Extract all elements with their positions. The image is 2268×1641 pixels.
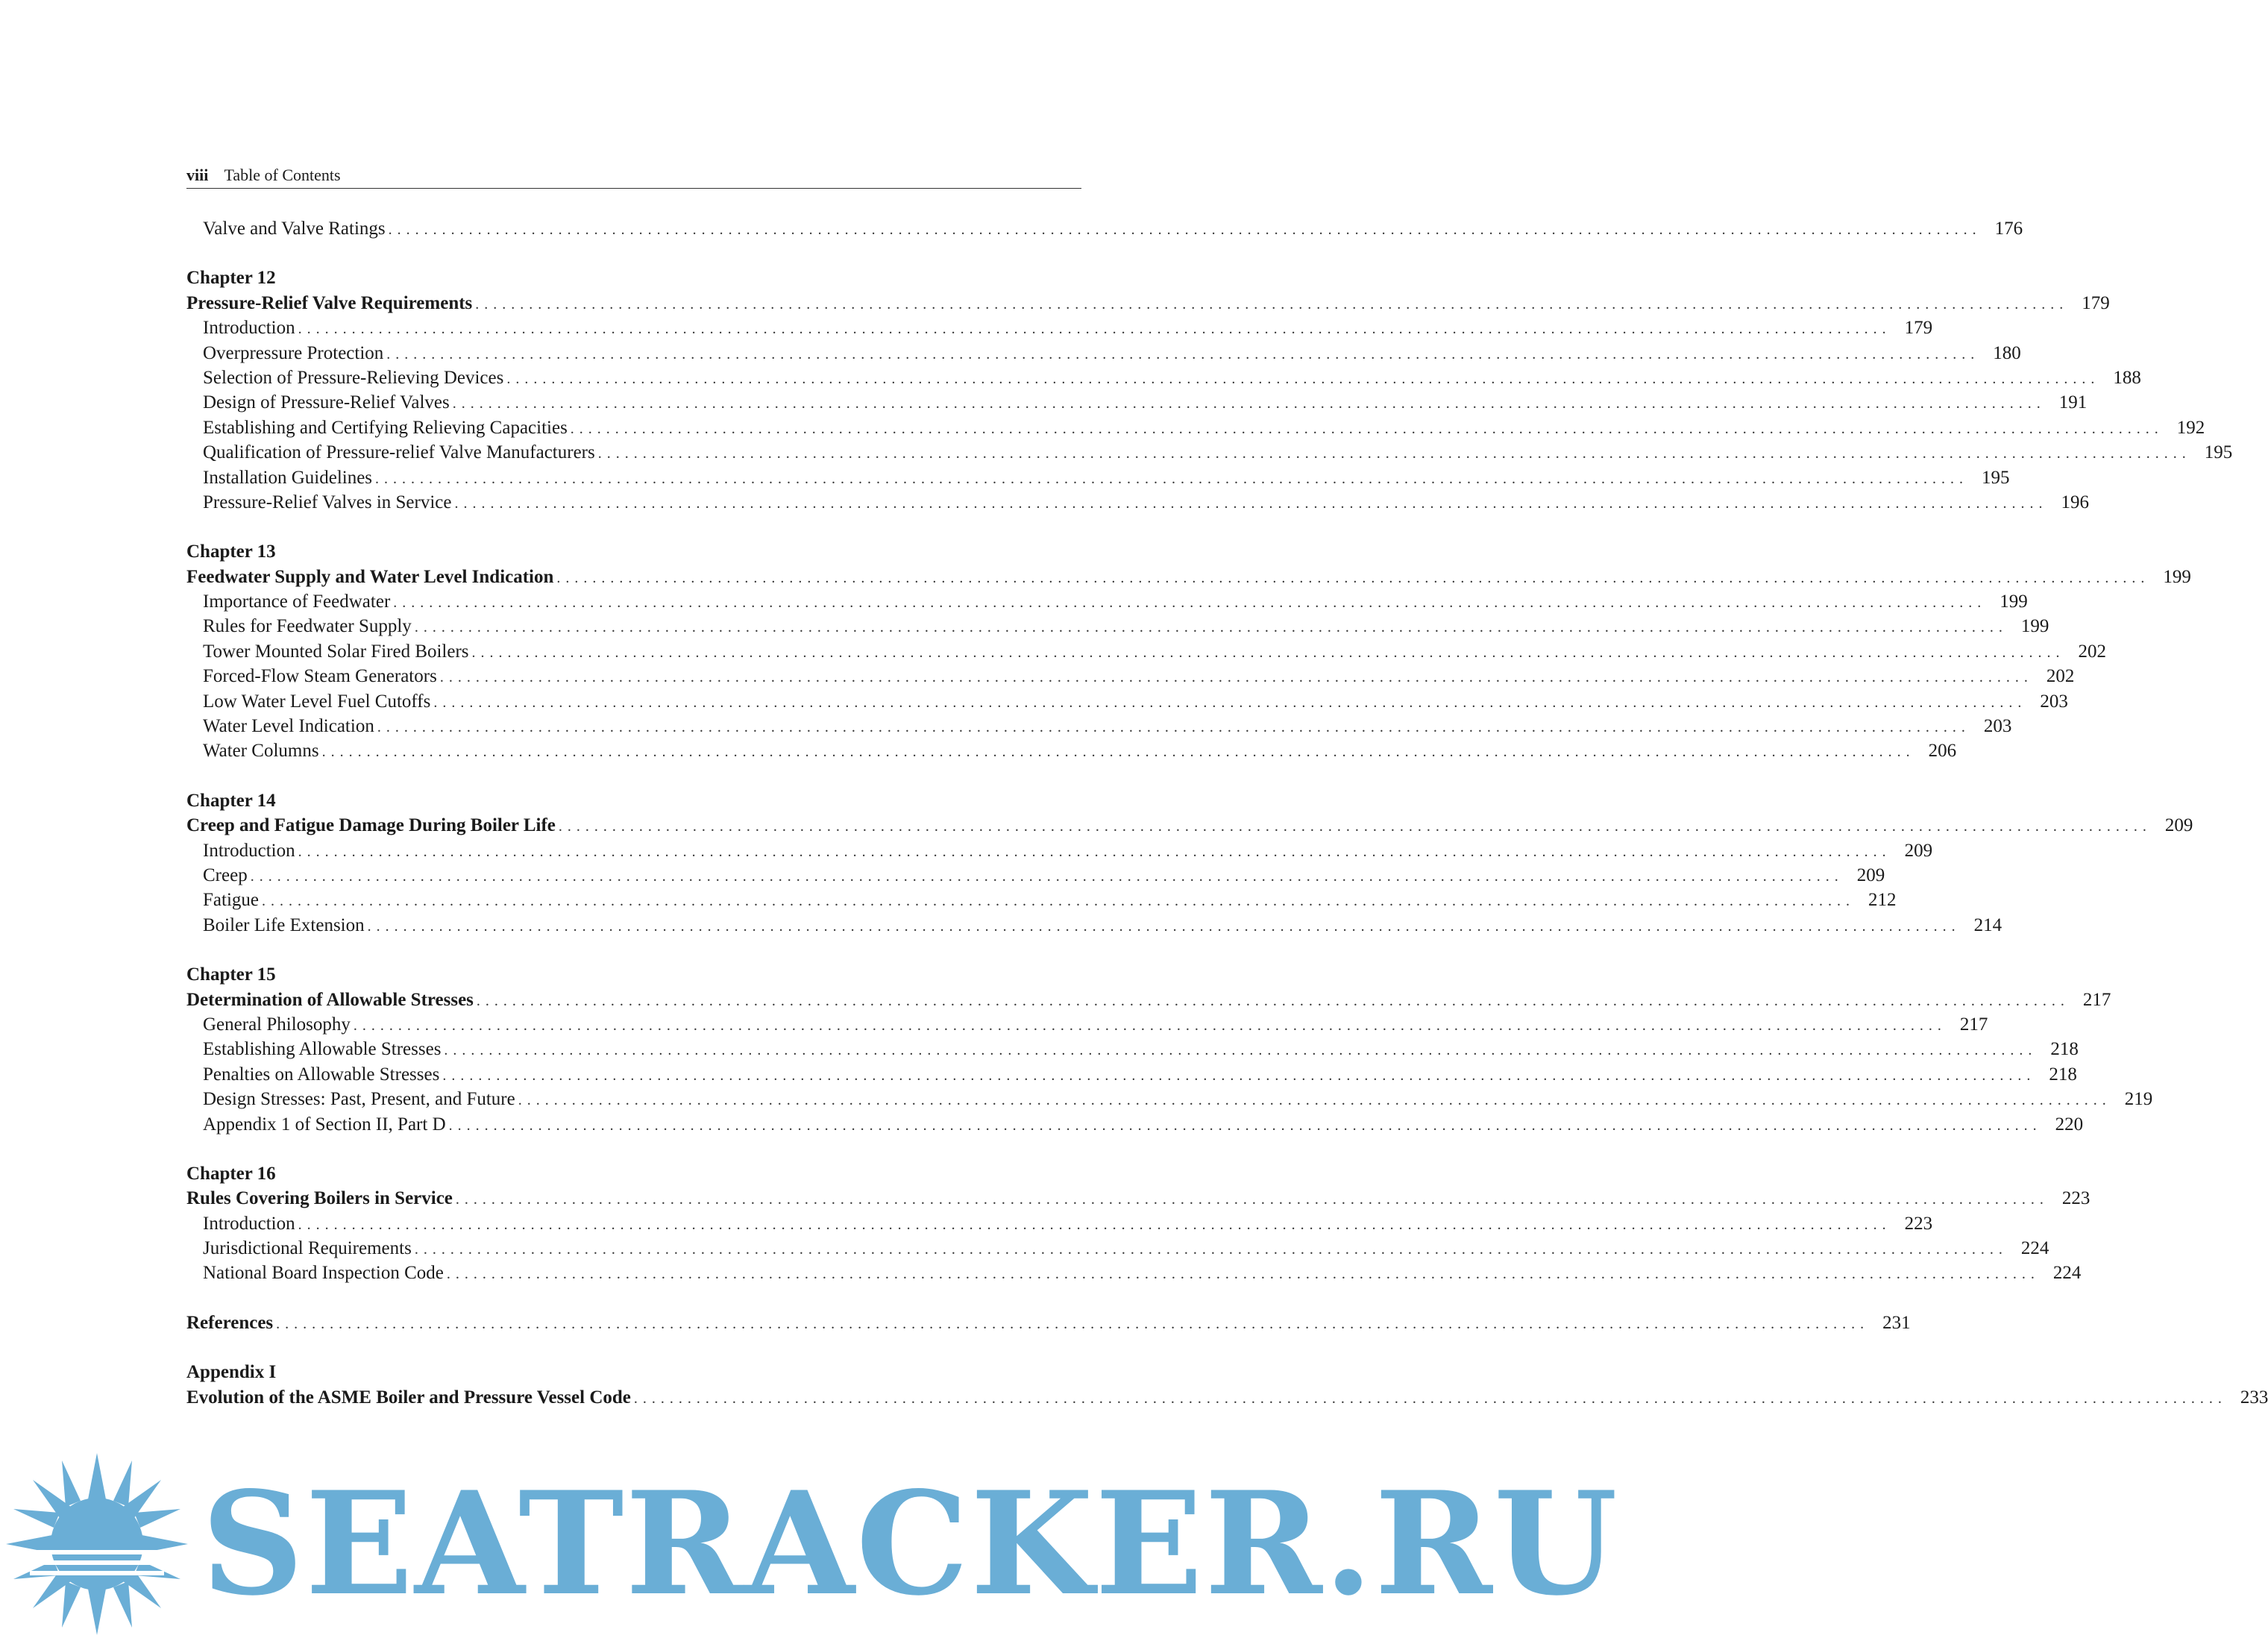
dot-leader [453, 392, 2041, 416]
appendix-title-entry[interactable] [186, 1385, 2268, 1410]
toc-entry-page: 209 [2164, 815, 2193, 836]
toc-entry-title: Importance of Feedwater [203, 592, 391, 612]
toc-entry-title: Introduction [203, 1213, 295, 1234]
dot-leader [433, 691, 2022, 715]
toc-entry-title: Forced-Flow Steam Generators [203, 666, 437, 687]
dot-leader [276, 1312, 1865, 1337]
toc-entry-title: Boiler Life Extension [203, 914, 365, 935]
toc-entry[interactable] [186, 664, 2075, 688]
chapter-title: References [186, 1312, 274, 1333]
dot-leader [598, 442, 2187, 466]
toc-entry[interactable] [186, 365, 2141, 390]
toc-entry-title: Low Water Level Fuel Cutoffs [203, 691, 431, 712]
dot-leader [559, 815, 2147, 839]
toc-entry-page: 223 [1904, 1213, 1933, 1234]
toc-entry[interactable] [186, 888, 1897, 912]
dot-leader [298, 1213, 1887, 1237]
toc-entry-title: Appendix 1 of Section II, Part D [203, 1114, 446, 1135]
chapter-title-entry[interactable] [186, 988, 2111, 1012]
dot-leader [477, 989, 2065, 1014]
chapter-title: Evolution of the ASME Boiler and Pressure Vessel Code [186, 1387, 631, 1408]
toc-entry-page: 196 [2061, 492, 2089, 512]
dot-leader [444, 1038, 2032, 1063]
toc-entry-title: Design Stresses: Past, Present, and Future [203, 1089, 515, 1110]
dot-leader [442, 1064, 2031, 1088]
chapter-label: Chapter 15 [186, 964, 276, 985]
chapter-label: Chapter 14 [186, 790, 276, 811]
dot-leader [556, 566, 2145, 591]
toc-entry-title: Creep [203, 865, 248, 885]
toc-entry-page: 219 [2124, 1089, 2153, 1110]
toc-entry-page: 188 [2113, 367, 2141, 388]
toc-entry-page: 195 [2204, 442, 2233, 463]
toc-entry-page: 199 [2020, 616, 2049, 637]
toc-entry-page: 180 [1993, 342, 2021, 363]
toc-entry[interactable] [186, 490, 2089, 515]
toc-entry-page: 224 [2020, 1238, 2049, 1259]
dot-leader [506, 367, 2095, 392]
toc-entry-title: Water Level Indication [203, 716, 374, 737]
table-of-contents [186, 216, 2268, 1410]
toc-entry[interactable] [186, 341, 2021, 365]
toc-entry[interactable] [186, 714, 2012, 738]
dot-leader [472, 641, 2061, 665]
toc-entry[interactable] [186, 639, 2107, 664]
toc-entry-page: 199 [2000, 592, 2028, 612]
chapter-title-entry[interactable] [186, 1186, 2090, 1211]
chapter-title: Feedwater Supply and Water Level Indication [186, 566, 554, 587]
dot-leader [415, 1237, 2003, 1262]
chapter-title: Determination of Allowable Stresses [186, 989, 474, 1010]
toc-entry-page: 233 [2240, 1387, 2268, 1408]
toc-entry[interactable] [186, 913, 2002, 938]
dot-leader [393, 591, 1982, 615]
toc-entry-title: National Board Inspection Code [203, 1263, 444, 1284]
toc-entry[interactable] [186, 738, 1957, 763]
toc-entry-page: 191 [2058, 392, 2088, 413]
toc-entry-title: Installation Guidelines [203, 467, 373, 488]
chapter-title: Pressure-Relief Valve Requirements [186, 292, 473, 313]
toc-entry-page: 179 [1904, 318, 1933, 339]
watermark-text: SEATRACKER.RU [201, 1460, 1619, 1627]
chapter-title: Rules Covering Boilers in Service [186, 1188, 453, 1209]
dot-leader [354, 1014, 1942, 1038]
dot-leader [298, 317, 1887, 342]
dot-leader [449, 1114, 2038, 1138]
toc-entry-title: General Philosophy [203, 1014, 351, 1035]
appendix-label: Appendix I [186, 1362, 277, 1383]
dot-leader [440, 665, 2029, 690]
toc-entry-title: Establishing and Certifying Relieving Capacities [203, 417, 568, 438]
toc-entry-title: Fatigue [203, 890, 259, 911]
toc-entry-page: 202 [2046, 666, 2075, 687]
toc-entry[interactable] [186, 316, 1933, 340]
toc-entry-page: 217 [2082, 989, 2111, 1010]
toc-entry[interactable] [186, 1012, 1988, 1037]
toc-entry[interactable] [186, 589, 2028, 614]
toc-entry[interactable] [186, 1211, 1933, 1236]
dot-leader [571, 417, 2159, 442]
toc-entry[interactable] [186, 216, 2023, 241]
chapter-title-entry[interactable] [186, 291, 2110, 316]
toc-entry-title: Rules for Feedwater Supply [203, 616, 412, 637]
toc-entry[interactable] [186, 689, 2068, 714]
toc-entry[interactable] [186, 838, 1933, 863]
toc-entry-page: 176 [1994, 219, 2023, 239]
chapter-label: Chapter 16 [186, 1163, 276, 1184]
toc-entry-title: Overpressure Protection [203, 342, 384, 363]
dot-leader [415, 615, 2003, 640]
toc-entry[interactable] [186, 1236, 2049, 1261]
dot-leader [322, 740, 1911, 765]
dot-leader [454, 492, 2043, 516]
toc-entry-page: 212 [1868, 890, 1897, 911]
header-title: Table of Contents [224, 166, 341, 184]
toc-entry-page: 224 [2052, 1263, 2082, 1284]
toc-entry-page: 223 [2061, 1188, 2090, 1209]
sun-icon [0, 1447, 194, 1641]
toc-entry[interactable] [186, 390, 2088, 415]
toc-entry[interactable] [186, 1062, 2077, 1087]
toc-entry-title: Design of Pressure-Relief Valves [203, 392, 450, 413]
toc-entry-page: 217 [1959, 1014, 1988, 1035]
dot-leader [475, 292, 2064, 317]
dot-leader [377, 715, 1966, 740]
toc-entry-title: Introduction [203, 318, 295, 339]
toc-entry-title: Penalties on Allowable Stresses [203, 1064, 440, 1085]
toc-entry-page: 192 [2176, 417, 2205, 438]
toc-entry-page: 202 [2078, 641, 2107, 662]
dot-leader [518, 1088, 2107, 1113]
toc-entry-page: 199 [2163, 566, 2191, 587]
toc-entry-page: 231 [1882, 1312, 1911, 1333]
chapter-title-entry[interactable] [186, 565, 2191, 589]
dot-leader [386, 342, 1975, 367]
toc-entry-title: Selection of Pressure-Relieving Devices [203, 367, 504, 388]
toc-entry-page: 209 [1904, 840, 1933, 861]
watermark [0, 1447, 1619, 1641]
toc-entry[interactable] [186, 1261, 2082, 1285]
toc-entry-page: 218 [2050, 1039, 2079, 1060]
toc-entry-page: 220 [2055, 1114, 2084, 1135]
toc-entry-title: Water Columns [203, 741, 319, 762]
chapter-label: Chapter 12 [186, 268, 276, 289]
dot-leader [389, 218, 1977, 242]
toc-entry-title: Pressure-Relief Valves in Service [203, 492, 452, 512]
dot-leader [634, 1387, 2223, 1411]
toc-entry-title: Establishing Allowable Stresses [203, 1039, 442, 1060]
toc-entry-title: Introduction [203, 840, 295, 861]
dot-leader [262, 889, 1850, 914]
toc-entry-title: Qualification of Pressure-relief Valve Manufacturers [203, 442, 595, 463]
toc-entry[interactable] [186, 863, 1885, 888]
running-header [186, 166, 1081, 189]
toc-entry-page: 203 [1983, 716, 2012, 737]
toc-entry[interactable] [186, 440, 2233, 465]
toc-entry-page: 179 [2082, 292, 2110, 313]
toc-entry-page: 218 [2049, 1064, 2077, 1085]
dot-leader [375, 467, 1964, 492]
toc-entry-page: 214 [1973, 914, 2002, 935]
chapter-title-entry[interactable] [186, 813, 2193, 838]
dot-leader [251, 865, 1839, 889]
toc-entry[interactable] [186, 1112, 2084, 1137]
dot-leader [456, 1187, 2044, 1212]
toc-entry[interactable] [186, 1037, 2079, 1061]
toc-entry-page: 209 [1856, 865, 1885, 885]
dot-leader [368, 914, 1956, 939]
dot-leader [447, 1262, 2035, 1287]
toc-entry-page: 203 [2040, 691, 2068, 712]
toc-entry-title: Tower Mounted Solar Fired Boilers [203, 641, 469, 662]
toc-entry[interactable] [186, 614, 2049, 638]
toc-entry-title: Valve and Valve Ratings [203, 219, 386, 239]
toc-entry-page: 206 [1928, 741, 1957, 762]
page-number: viii [186, 166, 209, 184]
toc-entry-title: Jurisdictional Requirements [203, 1238, 412, 1259]
toc-entry[interactable] [186, 415, 2205, 440]
toc-entry-page: 195 [1982, 467, 2010, 488]
chapter-title: Creep and Fatigue Damage During Boiler Life [186, 815, 556, 836]
toc-entry[interactable] [186, 1087, 2153, 1111]
references-entry[interactable] [186, 1311, 1911, 1335]
chapter-label: Chapter 13 [186, 542, 276, 562]
toc-entry[interactable] [186, 465, 2010, 490]
dot-leader [298, 840, 1887, 865]
